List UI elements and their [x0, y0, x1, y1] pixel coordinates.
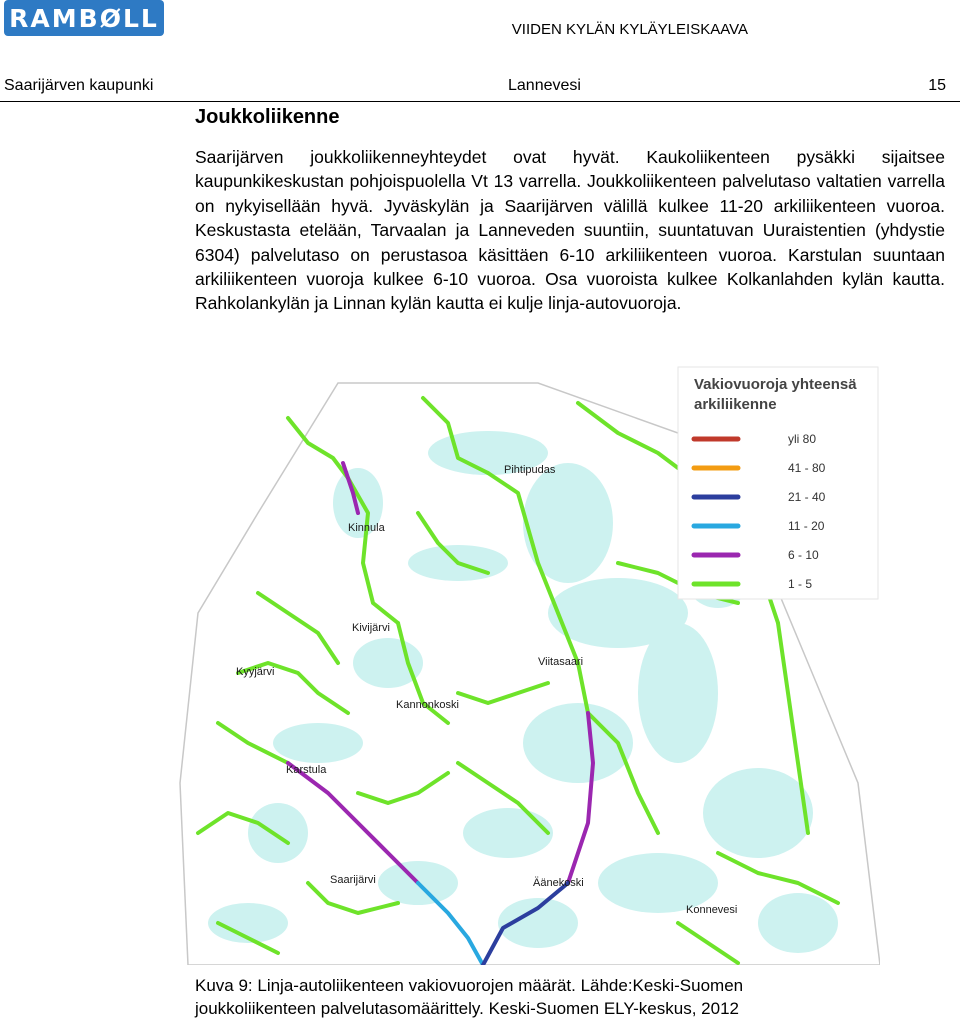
place-kannonkoski: Kannonkoski	[396, 699, 459, 711]
figure-caption	[195, 974, 743, 1020]
document-title: VIIDEN KYLÄN KYLÄYLEISKAAVA	[511, 21, 748, 38]
caption-line2: joukkoliikenteen palvelutasomäärittely. Keski-Suomen ELY-keskus, 2012	[195, 999, 739, 1018]
section-paragraph: Saarijärven joukkoliikenneyhteydet ovat hyvät. Kaukoliikenteen pysäkki sijaitsee kaupunkikeskustan pohjoispuolella Vt 13 varrella. Joukkoliikenteen palvelutaso valtatien varrella on nykyisellään hyvä. Jyväskylän ja Saarijärven välillä kulkee 11-20 arkiliikenteen vuoroa. Keskustasta etelään, Tarvaalan ja Lanneveden suuntiin, suuntatuvan Uuraistentien (yhdystie 6304) palvelutaso on perustasoa käsittäen 6-10 arkiliikenteen vuoroa. Karstulan suuntaan arkiliikenteen vuoroja kulkee 6-10 vuoroa. Osa vuoroista kulkee Kolkanlahden kylän kautta. Rahkolankylän ja Linnan kylän kautta ei kulje linja-autovuoroja.	[195, 147, 945, 314]
page-number: 15	[928, 77, 946, 94]
place-kinnula: Kinnula	[348, 522, 385, 534]
header-divider	[0, 101, 960, 102]
logo-text: RAMBØLL	[9, 3, 159, 33]
place-kyyjarvi: Kyyjärvi	[236, 666, 275, 678]
legend-label-6: 1 - 5	[788, 577, 813, 591]
header-client: Saarijärven kaupunki	[4, 77, 154, 94]
place-viitasaari: Viitasaari	[538, 656, 584, 668]
map-legend	[678, 367, 878, 599]
caption-line1: Kuva 9: Linja-autoliikenteen vakiovuorojen määrät. Lähde:Keski-Suomen	[195, 976, 744, 995]
legend-label-4: 11 - 20	[788, 519, 825, 533]
place-saarijarvi: Saarijärvi	[330, 874, 376, 886]
legend-label-2: 41 - 80	[788, 461, 826, 475]
bus-service-map	[158, 363, 880, 965]
header-place: Lannevesi	[508, 77, 581, 94]
place-karstula: Karstula	[286, 764, 327, 776]
place-aanekoski: Äänekoski	[533, 877, 584, 889]
legend-title-line2: arkiliikenne	[694, 396, 777, 413]
map-svg	[158, 363, 880, 965]
legend-label-3: 21 - 40	[788, 490, 826, 504]
place-konnevesi: Konnevesi	[686, 904, 738, 916]
section-heading: Joukkoliikenne	[195, 106, 340, 128]
ramboll-logo	[4, 0, 164, 36]
legend-title-line1: Vakiovuoroja yhteensä	[694, 376, 857, 393]
legend-label-5: 6 - 10	[788, 548, 819, 562]
place-kivijarvi: Kivijärvi	[352, 622, 390, 634]
legend-label-1: yli 80	[788, 432, 817, 446]
place-pihtipudas: Pihtipudas	[504, 464, 556, 476]
